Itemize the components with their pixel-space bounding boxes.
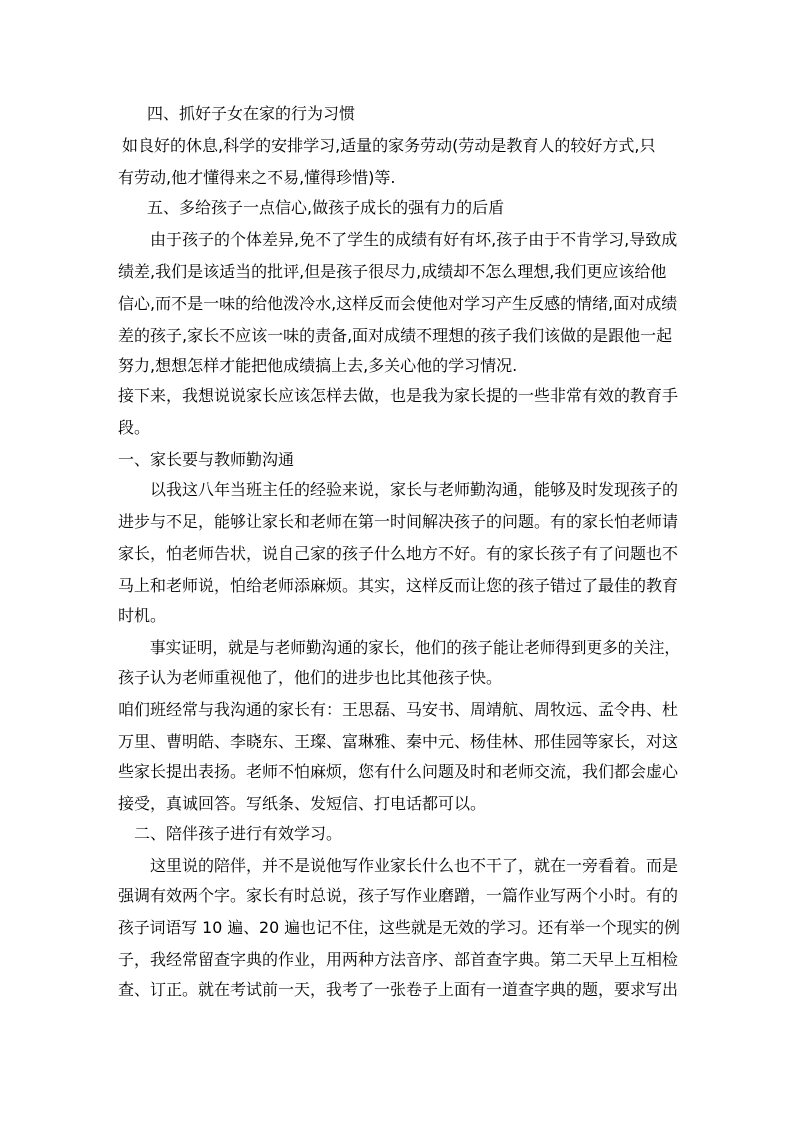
heading-effective-study: 二、陪伴孩子进行有效学习。: [134, 824, 343, 843]
paragraph-line: 段。: [118, 418, 151, 437]
paragraph-line: 由于孩子的个体差异,免不了学生的成绩有好有坏,孩子由于不肯学习,导致成: [150, 230, 678, 249]
paragraph-line: 努力,想想怎样才能把他成绩搞上去,多关心他的学习情况.: [118, 356, 518, 375]
paragraph-line: 万里、曹明皓、李晓东、王璨、富琳雅、秦中元、杨佳林、邢佳园等家长，对这: [118, 732, 679, 751]
paragraph-line: 进步与不足，能够让家长和老师在第一时间解决孩子的问题。有的家长怕老师请: [118, 512, 679, 531]
paragraph-line: 家长，怕老师告状，说自己家的孩子什么地方不好。有的家长孩子有了问题也不: [118, 544, 679, 563]
paragraph-line: 这里说的陪伴，并不是说他写作业家长什么也不干了，就在一旁看着。而是: [150, 856, 679, 875]
paragraph-line: 接受，真诚回答。写纸条、发短信、打电话都可以。: [118, 794, 487, 813]
paragraph-line: 子，我经常留查字典的作业，用两种方法音序、部首查字典。第二天早上互相检: [118, 950, 679, 969]
paragraph-line: 信心,而不是一味的给他泼冷水,这样反而会使他对学习产生反感的情绪,面对成绩: [118, 294, 678, 313]
paragraph-line: 查、订正。就在考试前一天，我考了一张卷子上面有一道查字典的题，要求写出: [118, 980, 679, 999]
paragraph-line: 差的孩子,家长不应该一味的责备,面对成绩不理想的孩子我们该做的是跟他一起: [118, 326, 673, 345]
heading-communicate: 一、家长要与教师勤沟通: [118, 450, 295, 469]
paragraph-line: 如良好的休息,科学的安排学习,适量的家务劳动(劳动是教育人的较好方式,只: [122, 136, 656, 155]
paragraph-line: 强调有效两个字。家长有时总说，孩子写作业磨蹭，一篇作业写两个小时。有的: [118, 886, 679, 905]
heading-behavior-habits: 四、抓好子女在家的行为习惯: [147, 104, 356, 123]
heading-confidence: 五、多给孩子一点信心,做孩子成长的强有力的后盾: [147, 198, 505, 217]
paragraph-line: 事实证明，就是与老师勤沟通的家长，他们的孩子能让老师得到更多的关注，: [150, 638, 681, 657]
paragraph-line: 孩子认为老师重视他了，他们的进步也比其他孩子快。: [118, 668, 503, 687]
paragraph-line: 马上和老师说，怕给老师添麻烦。其实，这样反而让您的孩子错过了最佳的教育: [118, 576, 679, 595]
paragraph-line: 些家长提出表扬。老师不怕麻烦，您有什么问题及时和老师交流，我们都会虚心: [118, 762, 679, 781]
paragraph-line: 有劳动,他才懂得来之不易,懂得珍惜)等.: [118, 168, 396, 187]
paragraph-line: 咱们班经常与我沟通的家长有：王思磊、马安书、周靖航、周牧远、孟令冉、杜: [118, 700, 679, 719]
paragraph-line: 时机。: [118, 606, 167, 625]
paragraph-line: 以我这八年当班主任的经验来说，家长与老师勤沟通，能够及时发现孩子的: [150, 480, 679, 499]
paragraph-line: 绩差,我们是该适当的批评,但是孩子很尽力,成绩却不怎么理想,我们更应该给他: [118, 262, 667, 281]
paragraph-line: 孩子词语写 10 遍、20 遍也记不住，这些就是无效的学习。还有举一个现实的例: [118, 918, 680, 937]
paragraph-line: 接下来，我想说说家长应该怎样去做，也是我为家长提的一些非常有效的教育手: [118, 386, 679, 405]
